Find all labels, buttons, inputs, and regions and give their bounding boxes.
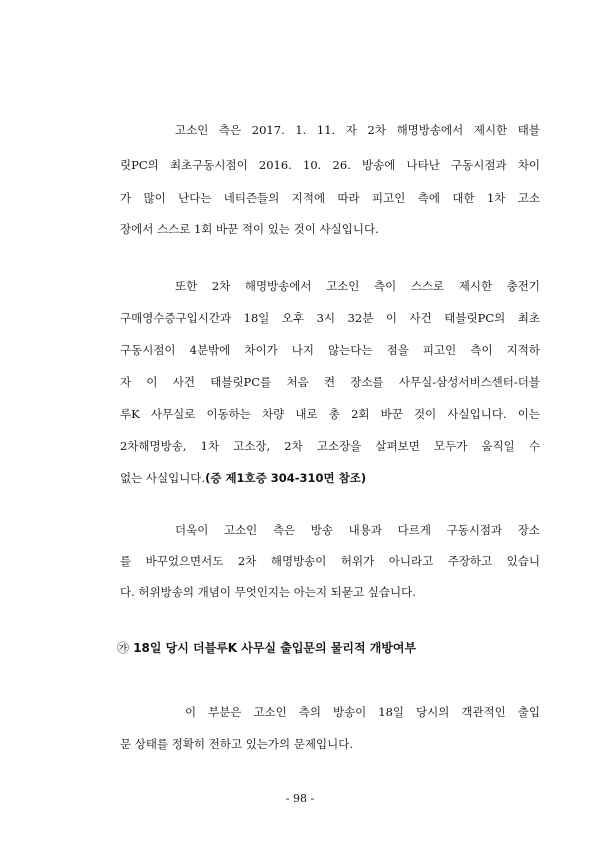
text-line: 장에서 스스로 1회 바꾼 적이 있는 것이 사실입니다. xyxy=(120,222,379,236)
section-number: ㉮ xyxy=(117,641,130,655)
text-line-with-reference xyxy=(120,470,540,486)
text-line: 릿PC의 최초구동시점이 2016. 10. 26. 방송에 나타난 구동시점과 차이 xyxy=(120,158,540,172)
text-line: 2차해명방송, 1차 고소장, 2차 고소장을 살펴보면 모두가 움직일 수 xyxy=(120,439,540,453)
text-line: 자 이 사건 태블릿PC를 처음 켠 장소를 사무실-삼성서비스센터-더블 xyxy=(120,375,540,389)
text-line: 이 부분은 고소인 측의 방송이 18일 당시의 객관적인 출입 xyxy=(185,705,540,719)
text-line: 구매영수증구입시간과 18일 오후 3시 32분 이 사건 태블릿PC의 최초 xyxy=(120,311,540,325)
text-line: 다. 허위방송의 개념이 무엇인지는 아는지 되묻고 싶습니다. xyxy=(120,585,416,599)
text-line: 고소인 측은 2017. 1. 11. 자 2차 해명방송에서 제시한 태블 xyxy=(175,123,540,137)
text-line: 를 바꾸었으면서도 2차 해명방송이 허위가 아니라고 주장하고 있습니 xyxy=(120,554,540,568)
text-line: 더욱이 고소인 측은 방송 내용과 다르게 구동시점과 장소 xyxy=(175,523,540,537)
text-line: 구동시점이 4분밖에 차이가 나지 않는다는 점을 피고인 측이 지적하 xyxy=(120,343,540,357)
text-line: 루K 사무실로 이동하는 차량 내로 총 2회 바꾼 것이 사실입니다. 이는 xyxy=(120,407,540,421)
section-title: 18일 당시 더블루K 사무실 출입문의 물리적 개방여부 xyxy=(133,641,417,655)
evidence-reference: (증 제1호증 304-310면 참조) xyxy=(205,471,367,485)
text-line: 문 상태를 정확히 전하고 있는가의 문제입니다. xyxy=(120,737,354,751)
text-line: 가 많이 난다는 네티즌들의 지적에 따라 피고인 측에 대한 1차 고소 xyxy=(120,191,540,205)
page-number: - 98 - xyxy=(285,792,315,805)
section-heading xyxy=(117,640,416,656)
text-segment: 없는 사실입니다. xyxy=(120,471,206,485)
text-line: 또한 2차 해명방송에서 고소인 측이 스스로 제시한 충전기 xyxy=(175,279,540,293)
